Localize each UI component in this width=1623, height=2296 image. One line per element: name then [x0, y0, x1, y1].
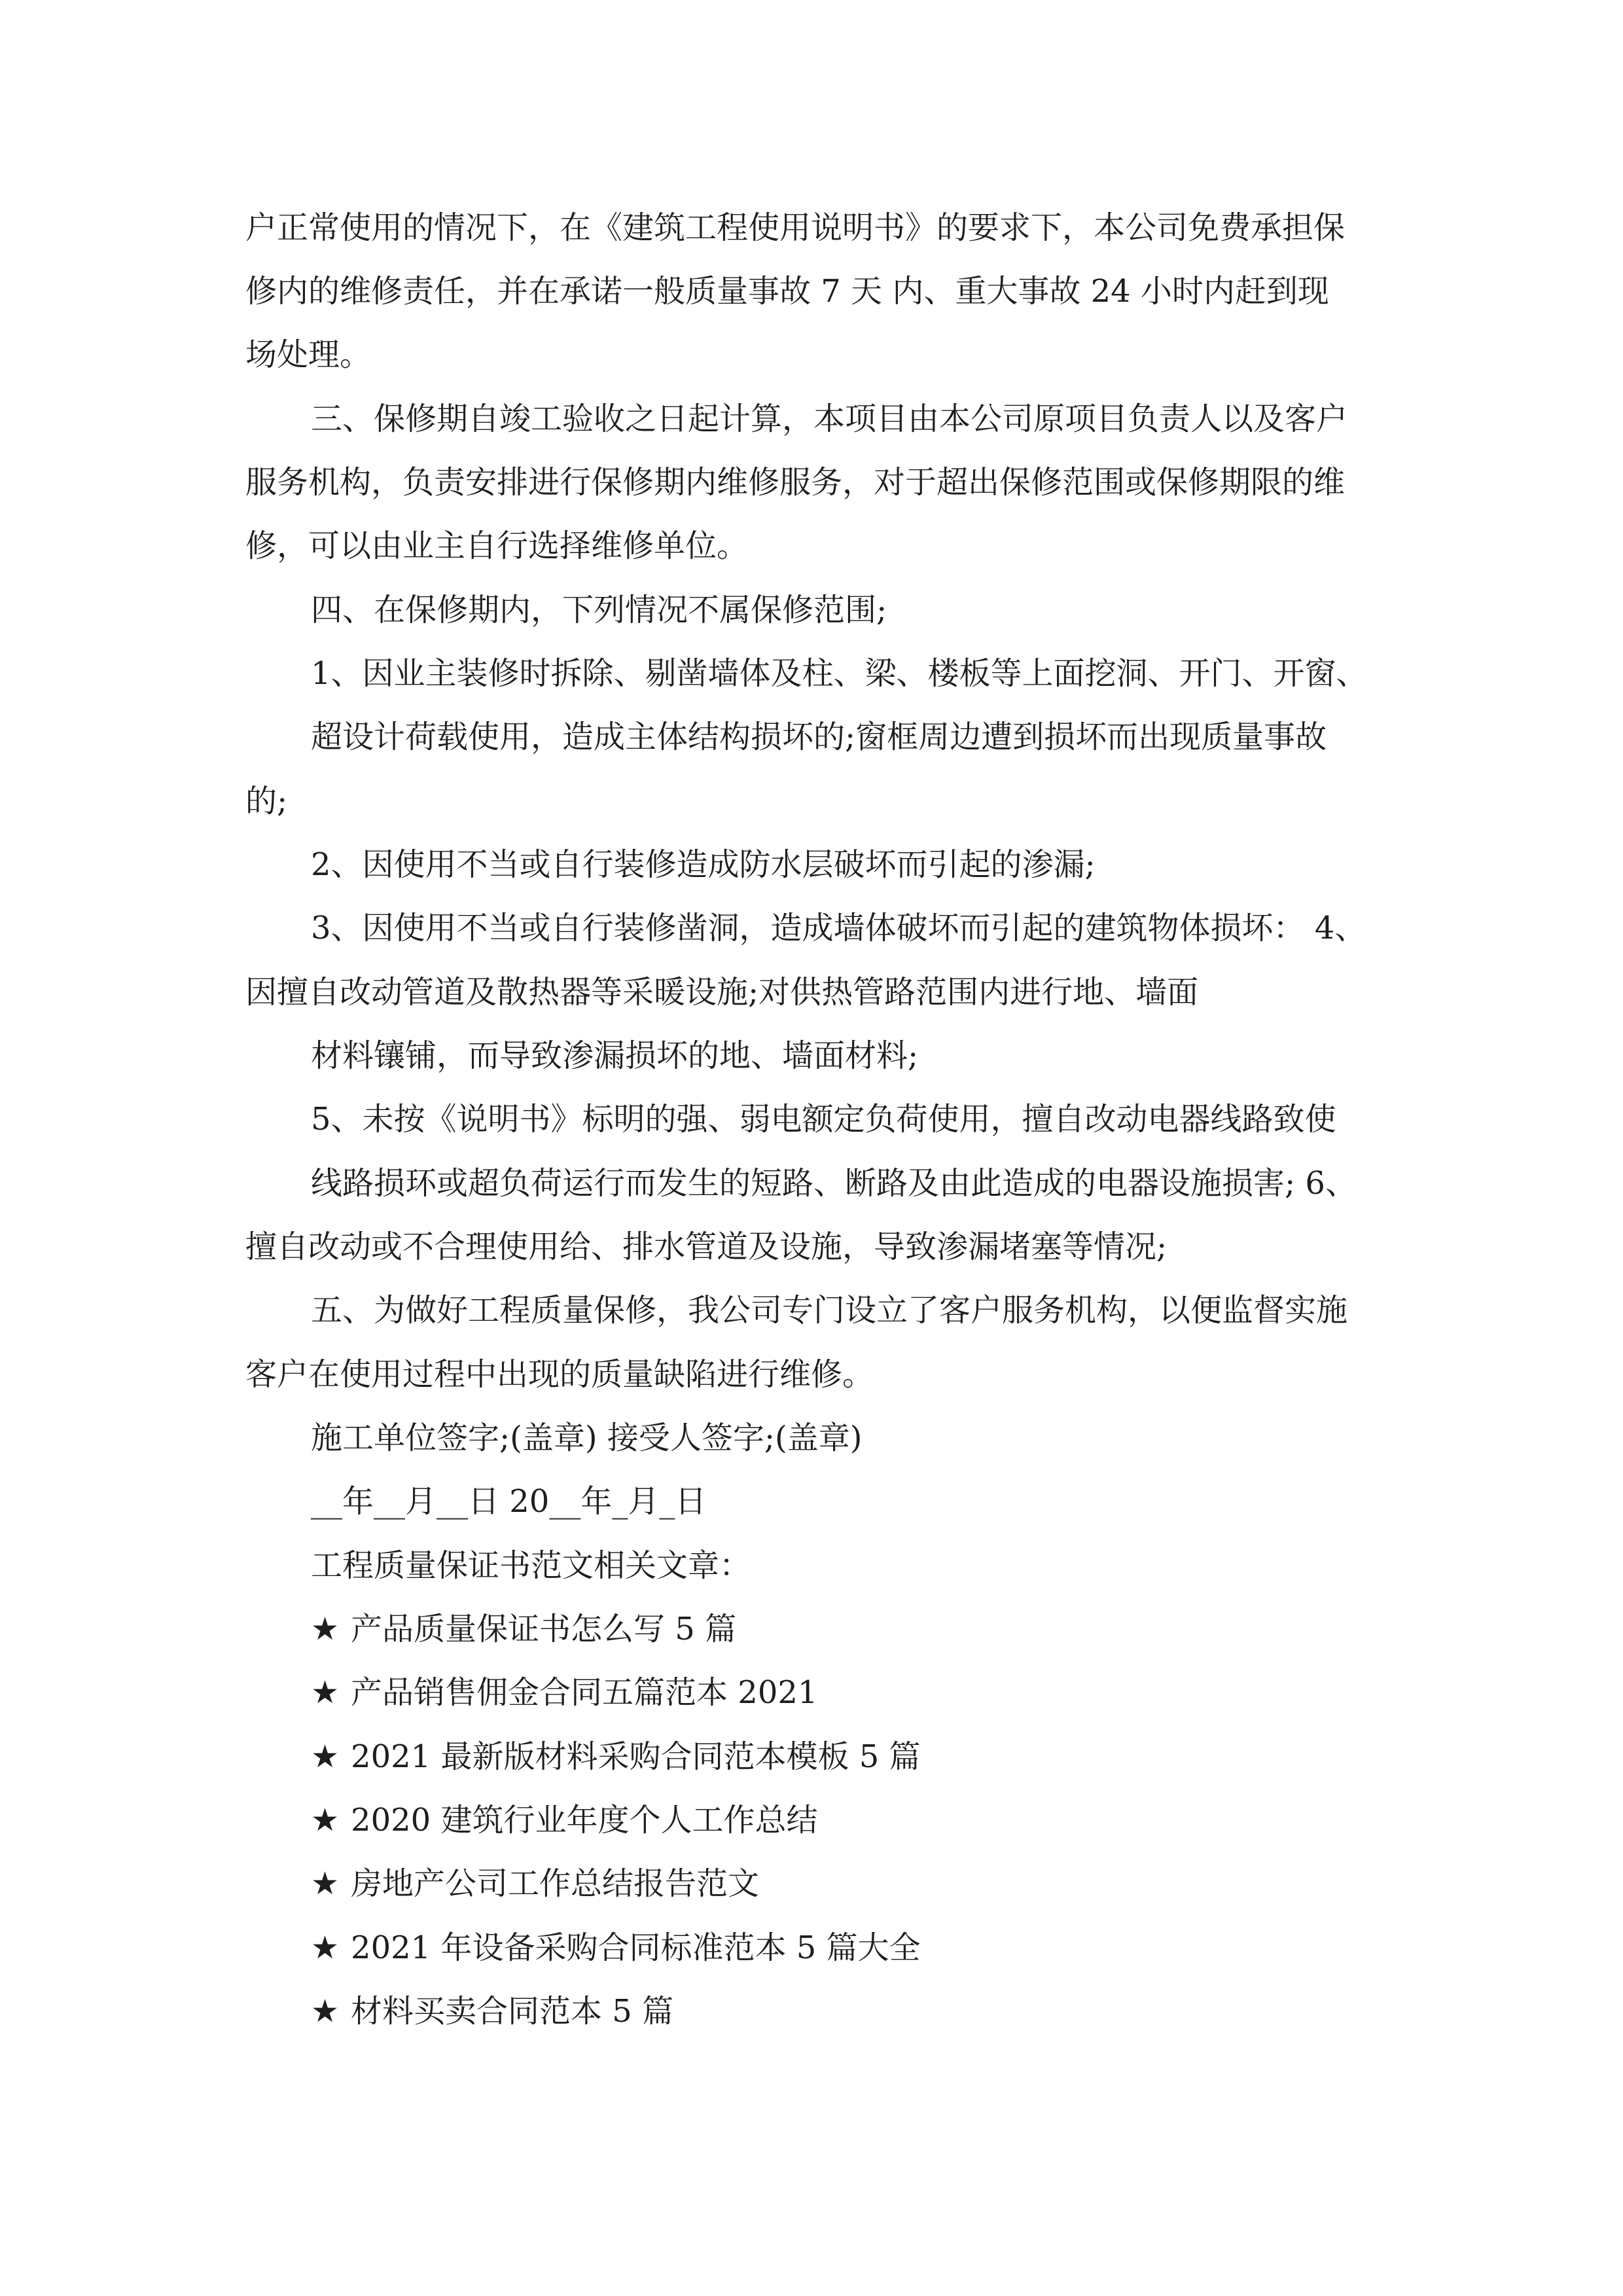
related-article-link[interactable] — [311, 1737, 921, 1776]
related-article-title: 2021 最新版材料采购合同范本模板 5 篇 — [351, 1738, 921, 1775]
item-4-line-2: 材料镶铺，而导致渗漏损坏的地、墙面材料; — [311, 1037, 919, 1074]
related-article-link[interactable] — [311, 1609, 736, 1649]
related-articles-heading: 工程质量保证书范文相关文章： — [311, 1547, 751, 1584]
item-1-line-1: 1、因业主装修时拆除、剔凿墙体及柱、梁、楼板等上面挖洞、开门、开窗、 — [311, 655, 1368, 692]
star-icon: ★ — [311, 1802, 340, 1839]
item-6-line: 擅自改动或不合理使用给、排水管道及设施，导致渗漏堵塞等情况; — [245, 1229, 1168, 1265]
section-four-heading: 四、在保修期内，下列情况不属保修范围; — [311, 592, 887, 628]
body-line-2: 修内的维修责任，并在承诺一般质量事故 7 天 内、重大事故 24 小时内赶到现 — [245, 273, 1329, 310]
related-article-title: 产品销售佣金合同五篇范本 2021 — [351, 1674, 818, 1711]
related-article-link[interactable] — [311, 1673, 817, 1712]
section-five-line-1: 五、为做好工程质量保修，我公司专门设立了客户服务机构，以便监督实施 — [311, 1292, 1348, 1329]
item-5-line-1: 5、未按《说明书》标明的强、弱电额定负荷使用，擅自改动电器线路致使 — [311, 1101, 1336, 1138]
item-4-line-1: 因擅自改动管道及散热器等采暖设施;对供热管路范围内进行地、墙面 — [245, 974, 1199, 1011]
signature-line: 施工单位签字;(盖章) 接受人签字;(盖章) — [311, 1420, 863, 1456]
star-icon: ★ — [311, 1674, 340, 1711]
related-article-title: 产品质量保证书怎么写 5 篇 — [351, 1611, 737, 1647]
related-article-link[interactable] — [311, 1801, 817, 1840]
item-2: 2、因使用不当或自行装修造成防水层破坏而引起的渗漏; — [311, 846, 1096, 883]
section-three-line-2: 服务机构，负责安排进行保修期内维修服务，对于超出保修范围或保修期限的维 — [245, 464, 1346, 501]
body-line-3: 场处理。 — [245, 336, 372, 373]
related-article-title: 房地产公司工作总结报告范文 — [351, 1865, 760, 1902]
related-article-title: 材料买卖合同范本 5 篇 — [351, 1993, 674, 2030]
star-icon: ★ — [311, 1929, 340, 1966]
item-5-line-2: 线路损环或超负荷运行而发生的短路、断路及由此造成的电器设施损害; 6、 — [311, 1165, 1357, 1202]
date-line: __年__月__日 20__年_月_日 — [311, 1483, 707, 1520]
item-3-line-1: 3、因使用不当或自行装修凿洞，造成墙体破坏而引起的建筑物体损坏： 4、 — [311, 910, 1366, 946]
related-article-title: 2021 年设备采购合同标准范本 5 篇大全 — [351, 1929, 921, 1966]
star-icon: ★ — [311, 1738, 340, 1775]
section-three-line-1: 三、保修期自竣工验收之日起计算，本项目由本公司原项目负责人以及客户 — [311, 401, 1348, 437]
related-article-link[interactable] — [311, 1992, 673, 2031]
related-article-link[interactable] — [311, 1864, 759, 1903]
item-1-line-2: 超设计荷载使用，造成主体结构损坏的;窗框周边遭到损坏而出现质量事故 — [311, 719, 1327, 755]
section-five-line-2: 客户在使用过程中出现的质量缺陷进行维修。 — [245, 1356, 874, 1393]
body-line-1: 户正常使用的情况下，在《建筑工程使用说明书》的要求下，本公司免费承担保 — [245, 209, 1346, 246]
section-three-line-3: 修，可以由业主自行选择维修单位。 — [245, 528, 749, 564]
star-icon: ★ — [311, 1993, 340, 2030]
related-article-link[interactable] — [311, 1928, 921, 1967]
star-icon: ★ — [311, 1611, 340, 1647]
item-1-line-3: 的; — [245, 783, 288, 819]
related-article-title: 2020 建筑行业年度个人工作总结 — [351, 1802, 818, 1839]
star-icon: ★ — [311, 1865, 340, 1902]
